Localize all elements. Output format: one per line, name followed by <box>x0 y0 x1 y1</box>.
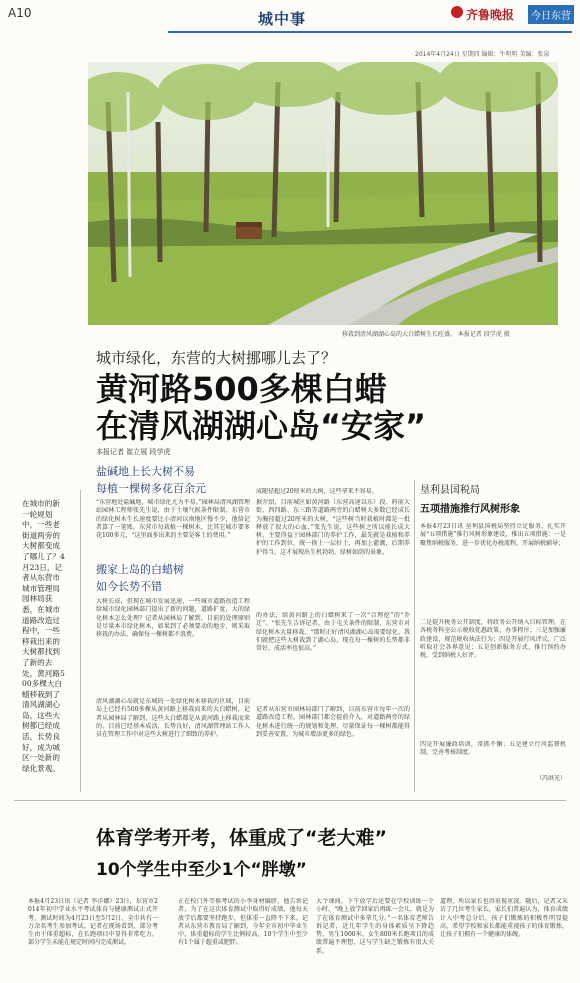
side-story-title: 五项措施推行风树形象 <box>420 504 520 515</box>
side-story-paragraph-c: 四是开展廉政培训，常抓不懈；五是建立行风监督机制，完善考核制度。 <box>420 741 566 757</box>
edition-badge: 今日东营 <box>528 5 574 24</box>
main-col2-paragraph-c: 的办法，给黄河路上的白蜡树来了一次“合理挖”的“乔迁”。“张先生告诉记者，由于屯关条件的限制，东营市对绿化树木大量移栽，“那时正好清风湖湖心岛需要绿化，我们就把这些大树栽到了湖心岛，现在每一棵树的长势都非常好，成活率也很高。” <box>256 612 410 653</box>
bottom-col4: 道理，所以家长也得重视重视。随后，记者又采访了几位考生家长，家长们普遍认为，体育成绩计入中考总分后，孩子们锻炼的积极性明显提高，希望学校和家长都能重视孩子的体育锻炼，让孩子们拥有一个健康的体魄。 <box>440 898 568 939</box>
park-photo <box>88 62 558 325</box>
park-path-image <box>88 62 558 325</box>
side-story-author: （冯洪光） <box>535 775 566 782</box>
subhead-1-line-1: 盐碱地上长大树不易 <box>96 465 195 478</box>
subhead-2-line-1: 搬家上岛的白蜡树 <box>96 563 184 576</box>
main-col1-paragraph-a: “东营地处盐碱地，城市绿化尤为不易。”园林局清风湖管理站园林工程师张先生说，由于土壤气候条件限制，东营市的绿化树木生长速度要比小清河以南地区慢不少，他给记者算了一笔账，东营市每栽植一棵树木，比其它城市要多花100多元，“这里面多出来的主要是客土的费用。” <box>96 499 250 540</box>
bottom-col1: 本报4月23日讯（记者 李洋娜）23日，东营市2014年初中学业水平考试体育与健康测试正式开考，测试时间为4月23日至5月2日，全市共有一万余名考生参加考试。记者在现场看到，部分考生由于体重超标，在长跑项目中显得非常吃力，部分学生未能在规定时间内完成测试。 <box>28 898 158 947</box>
main-col2-paragraph-d: 记者从东营市园林局部门了解到，目前东营市每年一次的道路改造工程，园林部门都会提前介入，对道路两旁的绿化树木进行统一的规划和处理，尽量保证每一棵树都能得到妥善安置，为城市增添更多的绿色。 <box>256 706 410 738</box>
section-title: 城中事 <box>258 10 307 28</box>
side-story <box>420 481 566 791</box>
photo-caption: 移栽到清风湖湖心岛的大白蜡树生长旺盛。 本报记者 段学虎 摄 <box>342 331 510 338</box>
main-col1-paragraph-d: 清风湖湖心岛就是东城的一处绿化树木移栽的区域，目前岛上已经有500多棵从黄河路上移栽而来的大白蜡树，记者从园林局了解到，这些大白蜡都是从黄河路上移栽而来的，目前已经基本成活，长势良好，清风湖管理站工作人员在管理工作中对这些大树进行了细致的养护。 <box>96 698 250 739</box>
headline-line-2: 在清风湖湖心岛“安家” <box>96 407 427 445</box>
story-separator <box>14 800 566 801</box>
side-story-paragraph-a: 本报4月23日讯 垦利县国税局坚持立足服务，扎实开展“五项措施”推行风树形象建设，推出五项措施：一是聚焦纳税服务，进一步优化办税流程，开展纳税辅导； <box>420 523 566 547</box>
subhead-1 <box>96 463 206 497</box>
page-header <box>0 0 580 40</box>
bottom-col2: 正在校门外等候考试的小李身材偏胖，他告诉记者，为了在这次体育测试中取得好成绩，他每天放学后都要坚持跑步，但体重一直降不下来。记者从东营市教育局了解到，今年全市初中毕业生中，体重超标的学生比例较高，10个学生中至少有1个属于超重或肥胖。 <box>178 898 308 947</box>
lead-aside: 在城市的新一轮规划中，一些老街道两旁的大树都变成了哪儿了？4月23日，记者从东营市城市管理局园林局获悉，在城市道路改造过程中，一些移栽出来的大树都找到了新的去处，黄河路500多棵大白蜡移栽到了清风湖湖心岛，这些大树都已经成活，长势良好，成为城区一处新的绿化景观。 <box>22 499 65 773</box>
story-headline <box>96 371 426 445</box>
brand-logo-icon <box>451 6 463 18</box>
story-subtitle: 城市绿化，东营的大树挪哪儿去了？ <box>96 349 337 367</box>
header-rule <box>168 31 572 33</box>
aside-divider <box>80 490 81 792</box>
side-story-divider <box>414 480 415 792</box>
bottom-col3: 大个课间，下午放学后还要在学校训练一个小时，“晚上放学回家后再练一会儿，就是为了在体育测试中多拿几分。”一名体育老师告诉记者，近几年学生的身体素质呈下降趋势，男生1000米、女生800米长跑项目的成绩普遍不理想，这与学生缺乏锻炼有很大关系。 <box>316 898 434 955</box>
side-story-kicker: 垦利县国税局 <box>420 485 480 496</box>
issue-meta: 2014年4月24日 星期四 编辑：牛明明 美编：张泉 <box>415 51 550 58</box>
main-col1-paragraph-c: 大树长成，但现在城市发展迅速，一些城市道路改造工程给城市绿化园林部门提出了新的问题，道路扩宽，大的绿化树木怎么处理？记者从园林局了解到，目前的处理原则是尽量本市绿化树木，如果到了必须要动的地步，则采取移栽的办法，确保每一棵树都不浪费。 <box>96 598 250 639</box>
bottom-story-headline: 10个学生中至少1个“胖墩” <box>96 860 307 880</box>
side-story-paragraph-b: 二是提升税务公开制度，将政务公开纳入目标管理，在各税务科室公示税收优惠政策、办事程序；三是加强廉政建设，规范税收执法行为；四是开展行风评议，广泛听取社会各界意见；五是创新服务方式，推行预约办税，受到纳税人好评。 <box>420 619 566 660</box>
headline-line-1: 黄河路500多棵白蜡 <box>96 370 387 408</box>
main-col2-paragraph-a: 成随径超过20厘米的大树，这些拿来不容易。 <box>256 488 378 495</box>
brand-name: 齐鲁晚报 <box>465 8 514 22</box>
story-byline: 本报记者 崔立展 段学虎 <box>96 448 171 456</box>
subhead-2-line-2: 如今长势不错 <box>96 580 162 593</box>
subhead-1-line-2: 每植一棵树多花百余元 <box>96 482 206 495</box>
bottom-story-subtitle: 体育学考开考，体重成了“老大难” <box>96 827 387 849</box>
main-col2-paragraph-b: 据介绍，目前城区如黄河路（东营高速以东）段、府前大街、西四路、东三路等道路两旁的白蜡树大多数已经成长为胸径超过20厘米的大树，“这些树当时栽植时都是一批释放了很大的心血，”张先生说，这些树之所以能长成大树，主要得益于园林部门的养护工作，最先就是栽植和养护的工作到位，统一换土一层好土，再加上灌溉，后期养护得当，这才展现出生机勃勃、绿树如荫的景象。 <box>256 499 410 556</box>
subhead-2 <box>96 561 184 595</box>
page-number: A10 <box>8 6 32 20</box>
